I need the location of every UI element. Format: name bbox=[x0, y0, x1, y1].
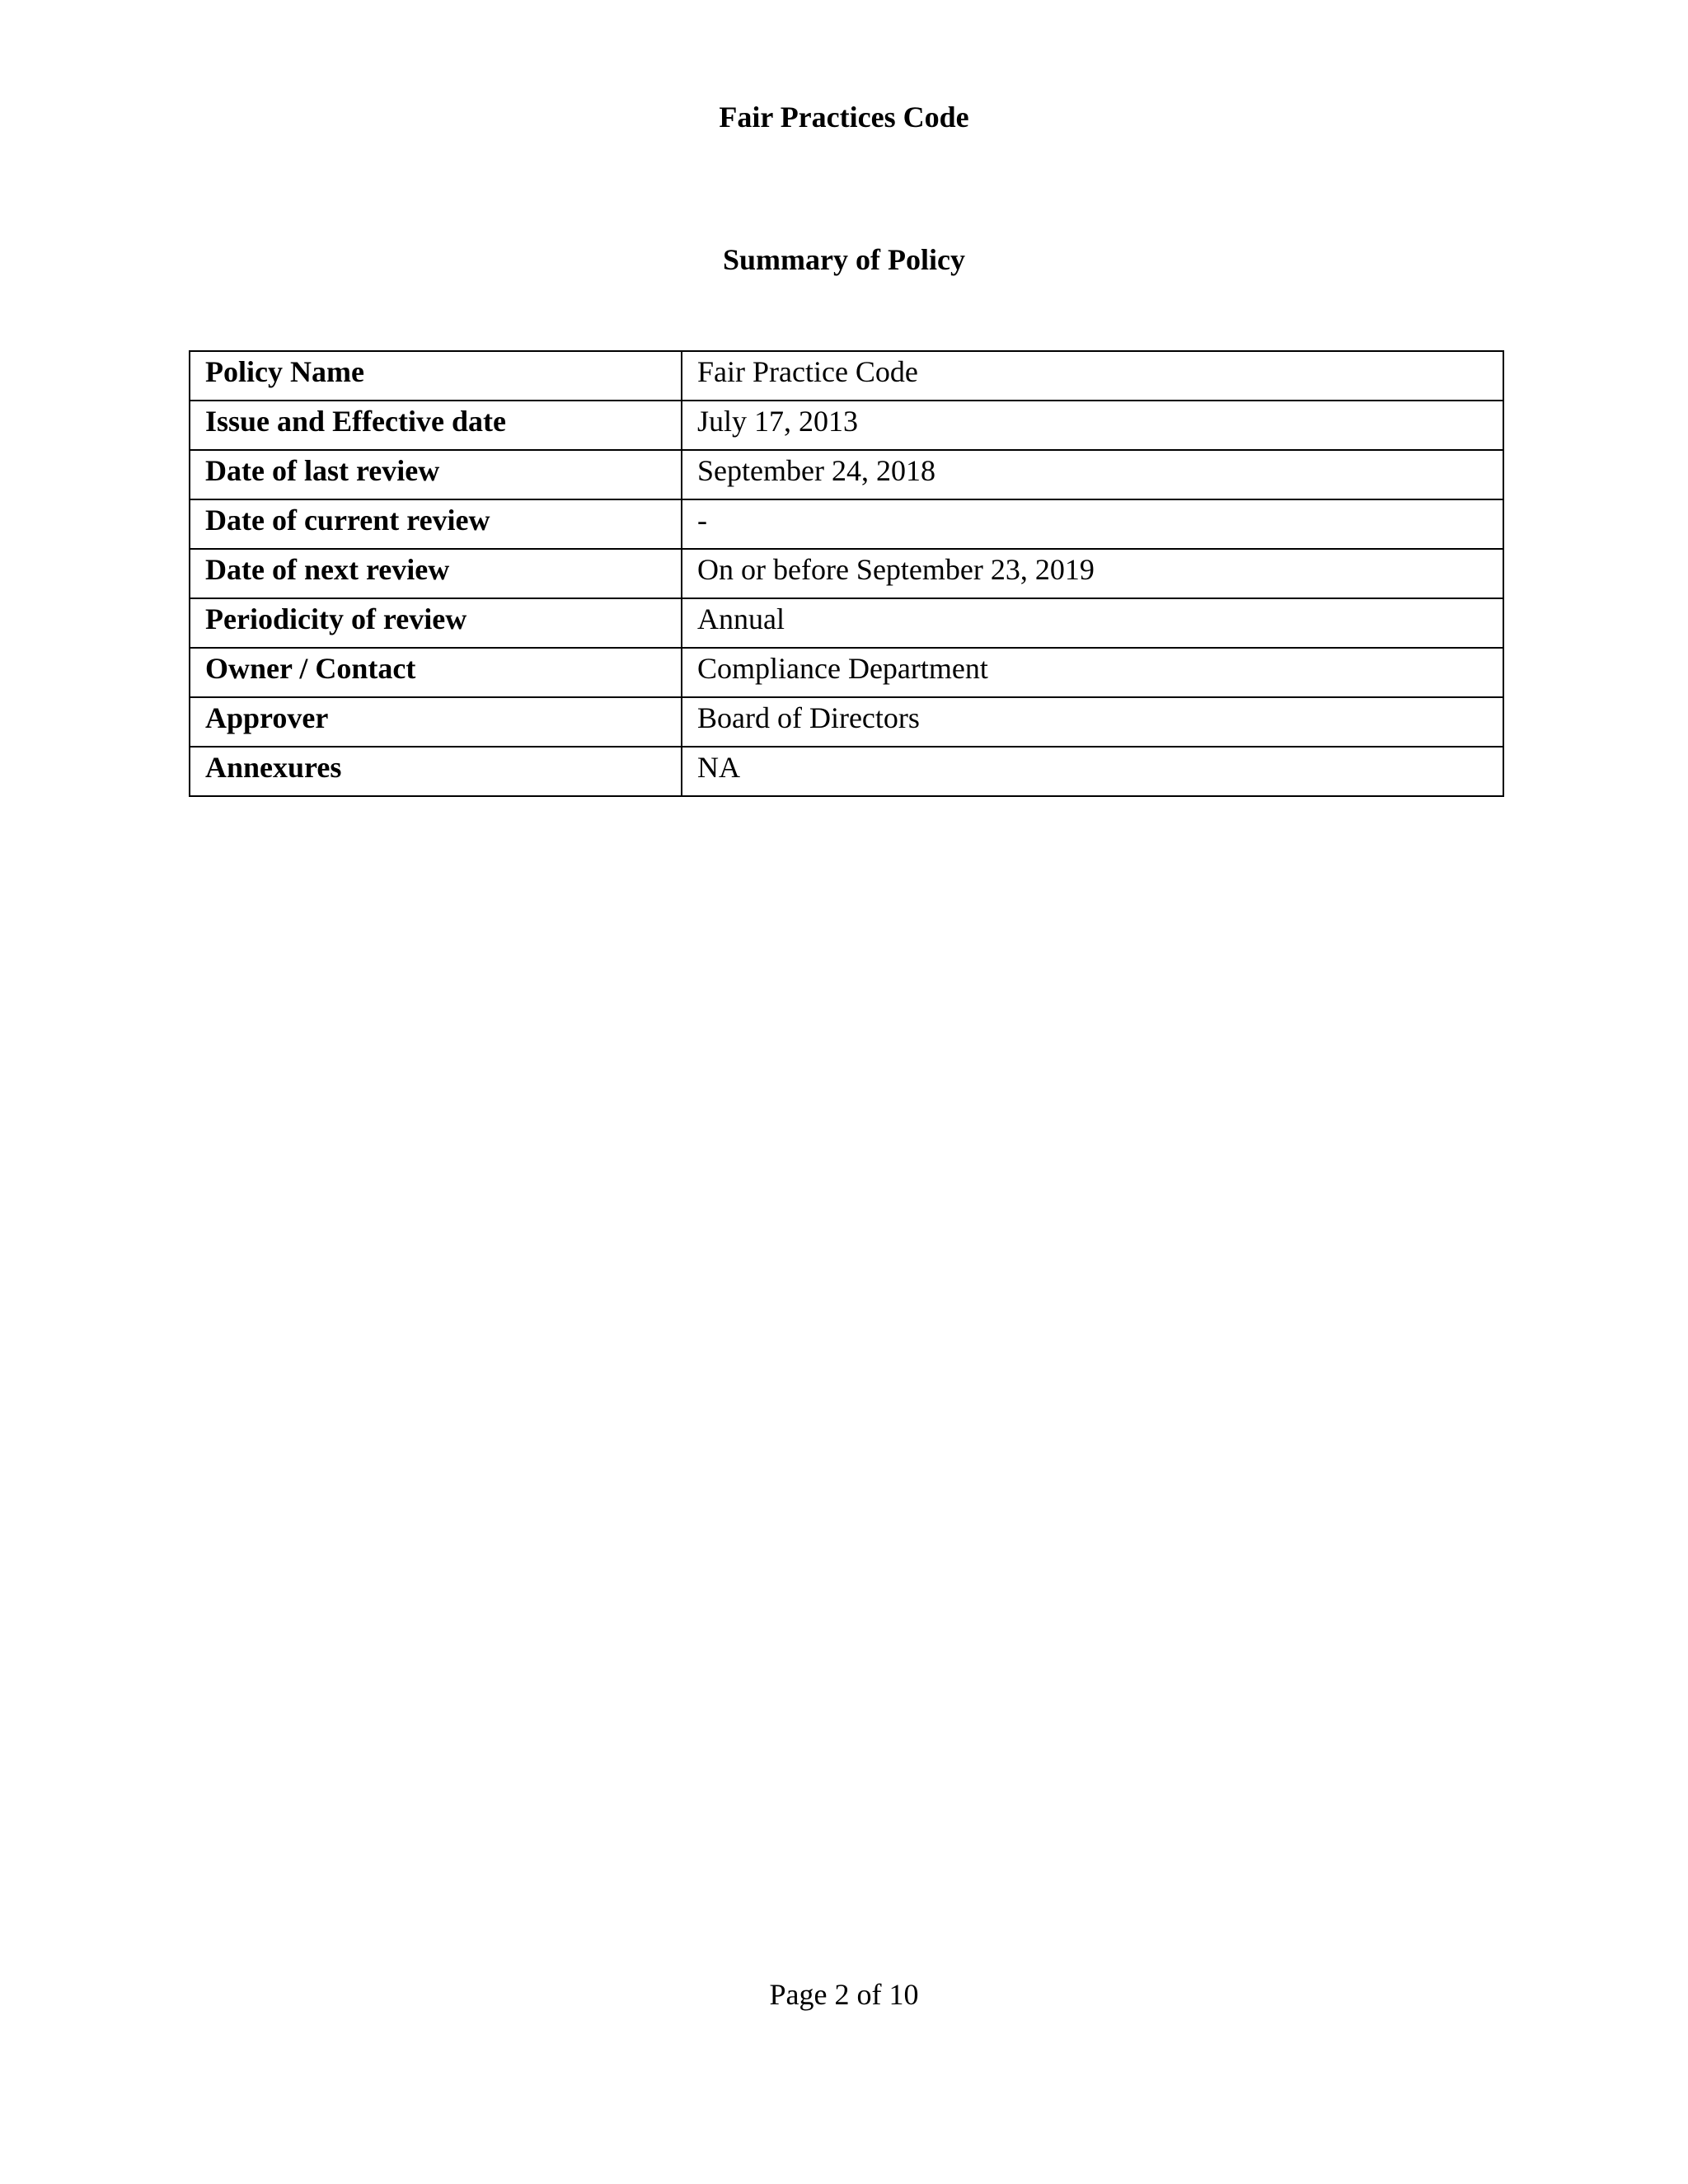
table-row bbox=[190, 351, 1503, 401]
table-row bbox=[190, 648, 1503, 697]
table-row bbox=[190, 499, 1503, 549]
row-value: September 24, 2018 bbox=[682, 450, 1503, 499]
table-row bbox=[190, 598, 1503, 648]
row-label: Date of last review bbox=[190, 450, 682, 499]
row-value: Fair Practice Code bbox=[682, 351, 1503, 401]
table-row bbox=[190, 549, 1503, 598]
row-label: Periodicity of review bbox=[190, 598, 682, 648]
page-number-footer: Page 2 of 10 bbox=[769, 1978, 919, 2011]
row-value: July 17, 2013 bbox=[682, 401, 1503, 450]
row-value: NA bbox=[682, 747, 1503, 796]
row-label: Policy Name bbox=[190, 351, 682, 401]
row-label: Annexures bbox=[190, 747, 682, 796]
row-value: Board of Directors bbox=[682, 697, 1503, 747]
row-label: Owner / Contact bbox=[190, 648, 682, 697]
row-label: Date of next review bbox=[190, 549, 682, 598]
table-row bbox=[190, 747, 1503, 796]
row-value: Annual bbox=[682, 598, 1503, 648]
row-value: Compliance Department bbox=[682, 648, 1503, 697]
row-value: - bbox=[682, 499, 1503, 549]
document-title: Fair Practices Code bbox=[719, 101, 969, 134]
policy-summary-table bbox=[189, 350, 1504, 797]
row-label: Approver bbox=[190, 697, 682, 747]
section-title: Summary of Policy bbox=[723, 243, 965, 276]
row-value: On or before September 23, 2019 bbox=[682, 549, 1503, 598]
table-row bbox=[190, 697, 1503, 747]
table-row bbox=[190, 401, 1503, 450]
row-label: Issue and Effective date bbox=[190, 401, 682, 450]
table-row bbox=[190, 450, 1503, 499]
row-label: Date of current review bbox=[190, 499, 682, 549]
